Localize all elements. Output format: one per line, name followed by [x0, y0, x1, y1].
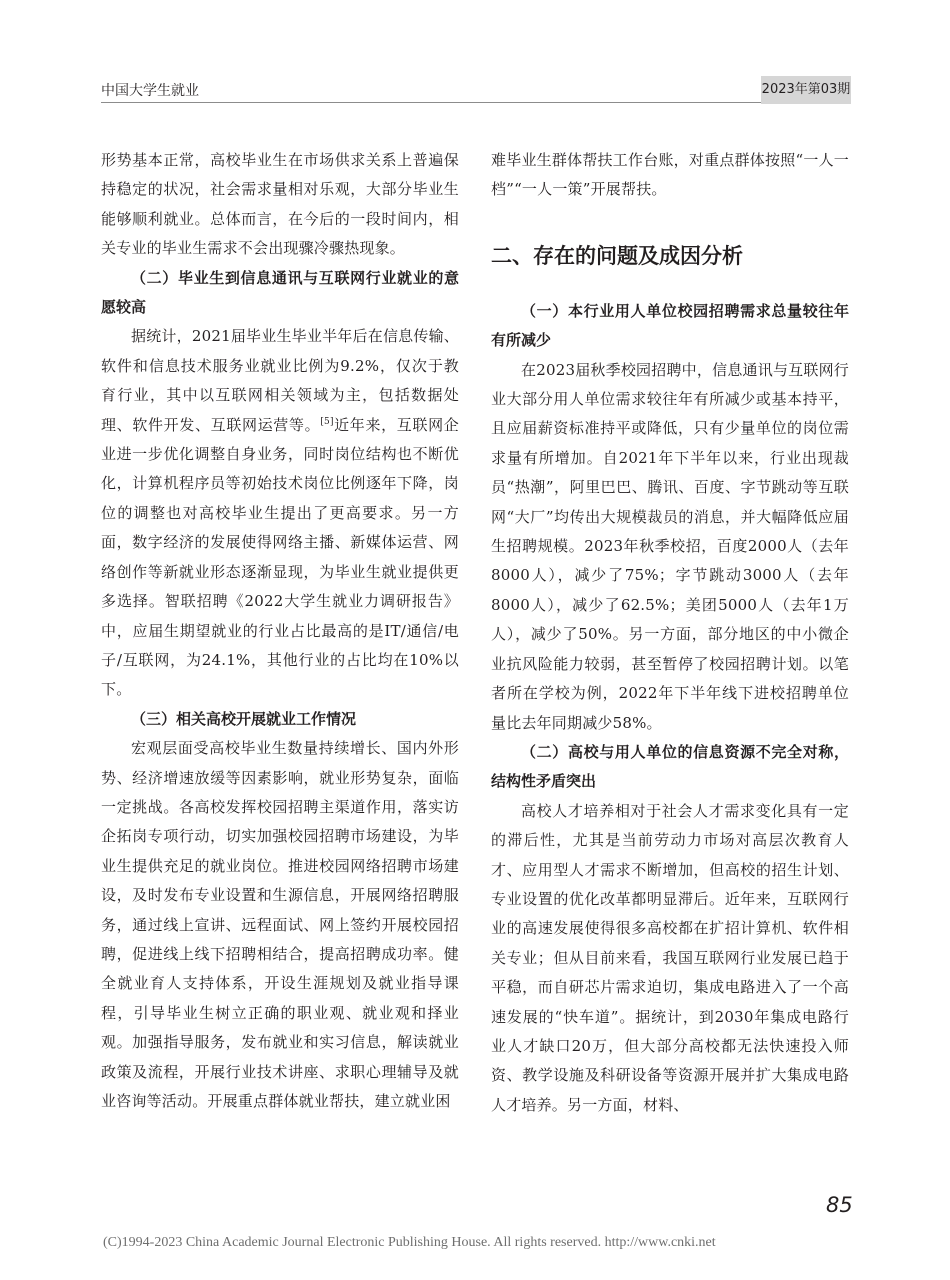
issue-badge: 2023年第03期 [761, 76, 851, 104]
paragraph-text: 近年来，互联网企业进一步优化调整自身业务，同时岗位结构也不断优化，计算机程序员等初始技术岗位比例逐年下降，岗位的调整也对高校毕业生提出了更高要求。另一方面，数字经济的发展使得网络主播、新媒体运营、网络创作等新就业形态逐渐显现，为毕业生就业提供更多选择。智联招聘《2022大学生就业力调研报告》中，应届生期望就业的行业占比最高的是IT/通信/电子/互联网，为24.1%，其他行业的占比均在10%以下。 [101, 415, 459, 699]
paragraph: 高校人才培养相对于社会人才需求变化具有一定的滞后性，尤其是当前劳动力市场对高层次教育人才、应用型人才需求不断增加，但高校的招生计划、专业设置的优化改革都明显滞后。近年来，互联网行业的高速发展使得很多高校都在扩招计算机、软件相关专业；但从目前来看，我国互联网行业发展已趋于平稳，而自研芯片需求迫切，集成电路进入了一个高速发展的“快车道”。据统计，到2030年集成电路行业人才缺口20万，但大部分高校都无法快速投入师资、教学设施及科研设备等资源开展并扩大集成电路人才培养。另一方面，材料、 [491, 801, 849, 1114]
right-column [491, 146, 849, 1120]
paragraph: 难毕业生群体帮扶工作台账，对重点群体按照“一人一档”“一人一策”开展帮扶。 [491, 151, 849, 199]
header-rule [101, 102, 761, 103]
subsection-heading: （二）毕业生到信息通讯与互联网行业就业的意愿较高 [101, 268, 459, 317]
paragraph [101, 322, 459, 704]
running-header [0, 76, 950, 104]
section-title: 二、存在的问题及成因分析 [491, 243, 743, 268]
paragraph: 形势基本正常，高校毕业生在市场供求关系上普遍保持稳定的状况，社会需求量相对乐观，大部分毕业生能够顺利就业。总体而言，在今后的一段时间内，相关专业的毕业生需求不会出现骤冷骤热现象。 [101, 151, 459, 258]
subsection-heading: （一）本行业用人单位校园招聘需求总量较往年有所减少 [491, 301, 849, 350]
page-number: 85 [826, 1193, 853, 1217]
copyright-notice: (C)1994-2023 China Academic Journal Electronic Publishing House. All rights reserved. http://www.cnki.net [103, 1235, 716, 1250]
left-column [101, 146, 459, 1116]
subsection-heading: （三）相关高校开展就业工作情况 [131, 709, 357, 728]
journal-name: 中国大学生就业 [101, 83, 199, 99]
paragraph: 宏观层面受高校毕业生数量持续增长、国内外形势、经济增速放缓等因素影响，就业形势复杂，面临一定挑战。各高校发挥校园招聘主渠道作用，落实访企拓岗专项行动，切实加强校园招聘市场建设，为毕业生提供充足的就业岗位。推进校园网络招聘市场建设，及时发布专业设置和生源信息，开展网络招聘服务，通过线上宣讲、远程面试、网上签约开展校园招聘，促进线上线下招聘相结合，提高招聘成功率。健全就业育人支持体系，开设生涯规划及就业指导课程，引导毕业生树立正确的职业观、就业观和择业观。加强指导服务，发布就业和实习信息，解读就业政策及流程，开展行业技术讲座、求职心理辅导及就业咨询等活动。开展重点群体就业帮扶，建立就业困 [101, 739, 459, 1110]
subsection-heading: （二）高校与用人单位的信息资源不完全对称，结构性矛盾突出 [491, 742, 849, 791]
paragraph-text: 据统计，2021届毕业生毕业半年后在信息传输、软件和信息技术服务业就业比例为9.2%，仅次于教育行业，其中以互联网相关领域为主，包括数据处理、软件开发、互联网运营等。 [101, 327, 459, 434]
citation-reference: [5] [320, 416, 334, 427]
paragraph: 在2023届秋季校园招聘中，信息通讯与互联网行业大部分用人单位需求较往年有所减少或基本持平，且应届薪资标准持平或降低，只有少量单位的岗位需求量有所增加。自2021年下半年以来，行业出现裁员“热潮”，阿里巴巴、腾讯、百度、字节跳动等互联网“大厂”均传出大规模裁员的消息，并大幅降低应届生招聘规模。2023年秋季校招，百度2000人（去年8000人），减少了75%；字节跳动3000人（去年8000人），减少了62.5%；美团5000人（去年1万人），减少了50%。另一方面，部分地区的中小微企业抗风险能力较弱，甚至暂停了校园招聘计划。以笔者所在学校为例，2022年下半年线下进校招聘单位量比去年同期减少58%。 [491, 360, 849, 732]
